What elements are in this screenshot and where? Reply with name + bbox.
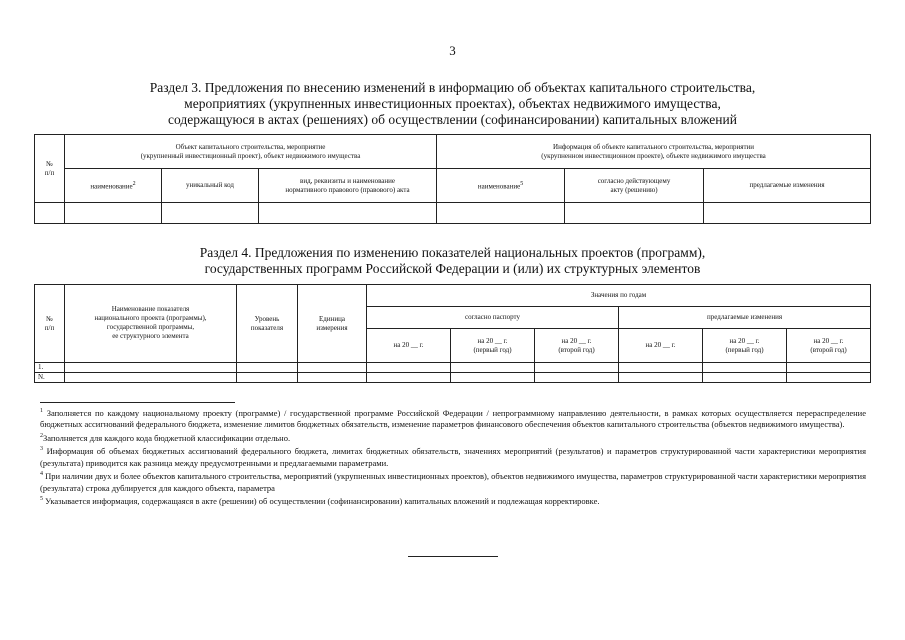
col-changes-header: предлагаемые изменения [704,169,871,203]
table-cell[interactable] [367,373,451,383]
section3-title-line: содержащуюся в актах (решениях) об осуществлении (софинансировании) капитальных вложений [168,112,737,127]
section3-title-line: мероприятиях (укрупненных инвестиционных проектах), объектах недвижимого имущества, [184,96,721,111]
object-group-header: Объект капитального строительства, мероприятие (укрупненный инвестиционный проект), объект недвижимого имущества [65,135,437,169]
col-info-name-header [437,169,565,203]
col-number-header: № п/п [35,135,65,203]
year-header: на 20 __ г. (первый год) [703,329,787,363]
table-cell[interactable] [619,363,703,373]
end-divider [408,556,498,557]
col-indicator-header: Наименование показателя национального проекта (программы), государственной программы, ее структурного элемента [65,285,237,363]
table-cell[interactable] [703,373,787,383]
table-cell[interactable] [535,363,619,373]
col-act-header: вид, реквизиты и наименование нормативного правового (правового) акта [259,169,437,203]
footnote [40,494,866,507]
footnote-mark: 3 [40,446,43,453]
page-number: 3 [449,43,456,58]
table-cell[interactable] [298,373,367,383]
section3-table [34,134,871,224]
footnotes-divider [40,402,235,403]
footnote-text: Указывается информация, содержащаяся в акте (решении) об осуществлении (софинансировании) капитальных вложений и подлежащая корректировке. [45,496,600,507]
col-name-label: наименование [90,182,133,191]
footnote [40,444,866,469]
year-header: на 20 __ г. (второй год) [535,329,619,363]
table-cell[interactable] [437,203,565,224]
footnote-text: При наличии двух и более объектов капитального строительства, мероприятий (укрупненных инвестиционных проектов), объектов недвижимого имущества, параметров структурированной части характеристики мероприятия (результата) строка дублируется для каждого объекта, параметра [40,471,866,493]
table-cell[interactable] [65,373,237,383]
footnote-mark: 4 [40,471,43,478]
col-current-act-header: согласно действующему акту (решению) [565,169,704,203]
proposed-group-header: предлагаемые изменения [619,307,871,329]
section4-title-line: Раздел 4. Предложения по изменению показателей национальных проектов (программ), [199,245,706,260]
year-header: на 20 __ г. [619,329,703,363]
table-cell[interactable] [237,373,298,383]
footnotes [40,406,866,508]
footnote-mark: 2 [40,433,43,440]
col-level-header: Уровень показателя [237,285,298,363]
table-cell[interactable] [619,373,703,383]
table-cell[interactable] [65,203,162,224]
section4-title-line: государственных программ Российской Федерации и (или) их структурных элементов [204,261,701,276]
year-header: на 20 __ г. (первый год) [451,329,535,363]
section4-table [34,284,871,383]
footnote [40,469,866,494]
table-cell[interactable] [259,203,437,224]
section4-title [60,245,845,277]
footnote-text: Информация об объемах бюджетных ассигнований федерального бюджета, лимитах бюджетных обязательств, значениях мероприятий (результатов) и параметров структурированной части характеристики мероприятия (результата) приводится как разница между предусмотренными и предлагаемыми параметрами. [40,446,867,468]
table-cell[interactable] [451,363,535,373]
col-number-header: № п/п [35,285,65,363]
passport-group-header: согласно паспорту [367,307,619,329]
col-code-header: уникальный код [162,169,259,203]
table-cell[interactable] [298,363,367,373]
row-number: N. [35,373,65,383]
year-header: на 20 __ г. (второй год) [787,329,871,363]
table-cell[interactable] [704,203,871,224]
section3-title [60,80,845,128]
footnote [40,431,866,444]
table-cell[interactable] [162,203,259,224]
table-row [35,373,871,383]
table-cell[interactable] [565,203,704,224]
col-unit-header: Единица измерения [298,285,367,363]
table-row [35,203,871,224]
values-by-year-header: Значения по годам [367,285,871,307]
col-name-header [65,169,162,203]
year-header: на 20 __ г. [367,329,451,363]
table-cell[interactable] [703,363,787,373]
table-row [35,363,871,373]
section3-title-line: Раздел 3. Предложения по внесению изменений в информацию об объектах капитального строительства, [149,80,756,95]
footnote-ref: 2 [132,180,136,187]
table-cell[interactable] [237,363,298,373]
row-number: 1. [35,363,65,373]
table-cell[interactable] [367,363,451,373]
footnote-mark: 5 [40,496,43,503]
footnote-text: Заполняется для каждого кода бюджетной классификации отдельно. [43,432,291,443]
footnote-mark: 1 [40,408,43,414]
table-cell[interactable] [451,373,535,383]
footnote-text: Заполняется по каждому национальному проекту (программе) / государственной программе Российской Федерации / непрограммному направлению деятельности, в рамках которых осуществляется перераспределение бюджетных ассигнований федерального бюджета, изменение лимитов бюджетных обязательств, изменение параметров финансового обеспечения объектов капитального строительства (объектов недвижимого имущества). [40,407,866,430]
col-info-name-label: наименование [477,182,521,191]
table-cell[interactable] [787,373,871,383]
table-cell[interactable] [35,203,65,224]
table-cell[interactable] [65,363,237,373]
table-cell[interactable] [787,363,871,373]
table-cell[interactable] [535,373,619,383]
footnote [40,406,866,431]
info-group-header: Информация об объекте капитального строительства, мероприятии (укрупненном инвестиционном проекте), объекте недвижимого имущества [437,135,871,169]
footnote-ref: 5 [520,180,524,187]
